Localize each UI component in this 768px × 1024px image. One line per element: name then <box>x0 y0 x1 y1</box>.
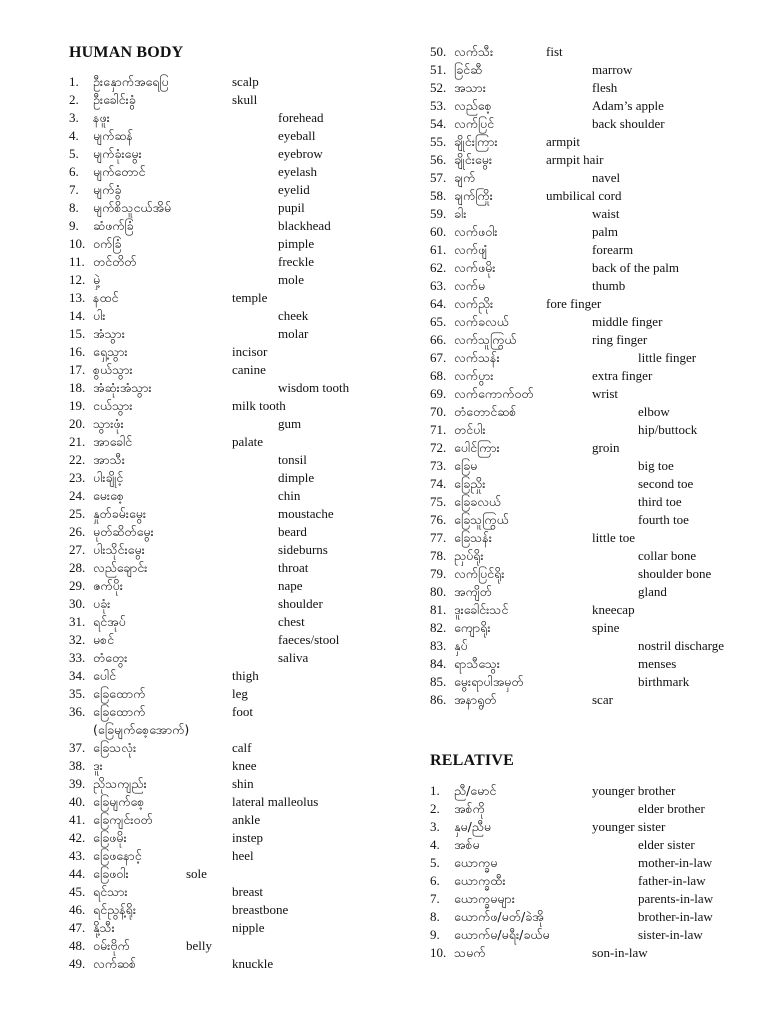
item-number: 48. <box>69 938 86 953</box>
burmese-term: ရင်သား <box>93 884 128 899</box>
english-term: belly <box>186 938 212 953</box>
english-term: menses <box>638 656 677 671</box>
english-term: elder brother <box>638 801 705 816</box>
english-term: breast <box>232 884 264 899</box>
english-term: waist <box>592 206 620 221</box>
burmese-term: အနာရွတ် <box>454 692 497 707</box>
burmese-term: ပေါင်ကြား <box>454 440 500 455</box>
item-number: 30. <box>69 596 86 611</box>
english-term: dimple <box>278 470 315 485</box>
burmese-term: တင်ပါး <box>454 422 486 437</box>
english-term: wisdom tooth <box>278 380 350 395</box>
burmese-term: ချက်ကြိုး <box>454 188 493 203</box>
item-number: 42. <box>69 830 86 845</box>
burmese-term: လက်ခလယ် <box>454 314 509 329</box>
english-term: heel <box>232 848 254 863</box>
item-number: 40. <box>69 794 86 809</box>
item-number: 74. <box>430 476 447 491</box>
english-term: navel <box>592 170 621 185</box>
item-number: 52. <box>430 80 447 95</box>
item-number: 66. <box>430 332 447 347</box>
item-number: 8. <box>69 200 79 215</box>
item-number: 19. <box>69 398 86 413</box>
english-term: cheek <box>278 308 309 323</box>
item-number: 61. <box>430 242 447 257</box>
item-number: 54. <box>430 116 447 131</box>
english-term: forearm <box>592 242 634 257</box>
item-number: 9. <box>430 927 440 942</box>
burmese-term: ခြေမျက်စေ့ <box>93 794 145 809</box>
english-term: collar bone <box>638 548 697 563</box>
burmese-term: ခြေဖနောင့် <box>93 848 142 863</box>
english-term: calf <box>232 740 252 755</box>
english-term: armpit <box>546 134 580 149</box>
burmese-term: လက်ပွား <box>454 368 494 383</box>
burmese-term: တံတွေး <box>93 650 128 665</box>
item-number: 80. <box>430 584 447 599</box>
item-number: 32. <box>69 632 86 647</box>
item-number: 5. <box>430 855 440 870</box>
item-number: 58. <box>430 188 447 203</box>
burmese-term: အံဆုံးအံသွား <box>93 380 152 395</box>
item-number: 12. <box>69 272 86 287</box>
english-term: palm <box>592 224 618 239</box>
burmese-term: ဦးခေါင်းခွံ <box>93 92 136 107</box>
english-term: fist <box>546 44 563 59</box>
burmese-term: လည်စေ့ <box>454 98 492 113</box>
english-term: eyebrow <box>278 146 323 161</box>
burmese-term: လက်ပြင် <box>454 116 495 131</box>
item-number: 28. <box>69 560 86 575</box>
english-term: leg <box>232 686 248 701</box>
english-term: molar <box>278 326 309 341</box>
burmese-term: ခြေမ <box>454 458 478 473</box>
burmese-term: မေးစေ့ <box>93 488 124 503</box>
item-number: 29. <box>69 578 86 593</box>
english-term: pimple <box>278 236 315 251</box>
burmese-term: ရင်ညွန့်ရိုး <box>93 902 137 917</box>
english-term: Adam’s apple <box>592 98 664 113</box>
english-term: groin <box>592 440 620 455</box>
burmese-term: ကျောရိုး <box>454 620 491 635</box>
burmese-term: ခြေသူကြွယ် <box>454 512 509 527</box>
english-term: wrist <box>592 386 618 401</box>
item-number: 3. <box>69 110 79 125</box>
english-term: tonsil <box>278 452 307 467</box>
burmese-term: နို့သီး <box>93 920 115 935</box>
item-number: 23. <box>69 470 86 485</box>
burmese-term: ငယ်သွား <box>93 398 133 413</box>
english-term: faeces/stool <box>278 632 340 647</box>
item-number: 6. <box>430 873 440 888</box>
item-number: 14. <box>69 308 86 323</box>
english-term: sister-in-law <box>638 927 703 942</box>
burmese-term: အကျိတ် <box>454 584 492 599</box>
item-number: 68. <box>430 368 447 383</box>
english-term: eyelid <box>278 182 310 197</box>
burmese-term: လက်ဆစ် <box>93 956 137 971</box>
english-term: forehead <box>278 110 324 125</box>
english-term: temple <box>232 290 268 305</box>
item-number: 56. <box>430 152 447 167</box>
english-term: shoulder bone <box>638 566 712 581</box>
burmese-term: အံသွား <box>93 326 125 341</box>
item-number: 76. <box>430 512 447 527</box>
burmese-term: ချက် <box>454 170 476 185</box>
item-number: 77. <box>430 530 447 545</box>
item-number: 45. <box>69 884 86 899</box>
burmese-term: မှဲ့ <box>93 272 101 287</box>
item-number: 1. <box>69 74 79 89</box>
item-number: 79. <box>430 566 447 581</box>
english-term: brother-in-law <box>638 909 713 924</box>
english-term: mole <box>278 272 304 287</box>
item-number: 64. <box>430 296 447 311</box>
burmese-term: ဒူး <box>93 758 103 773</box>
item-number: 5. <box>69 146 79 161</box>
english-term: gum <box>278 416 302 431</box>
burmese-term: ပေါင် <box>93 668 117 683</box>
item-number: 7. <box>430 891 440 906</box>
burmese-term: ယောက္ခမ <box>454 855 498 870</box>
burmese-term: ဆံဖက်ခြံ <box>93 218 134 233</box>
english-term: beard <box>278 524 307 539</box>
english-term: sole <box>186 866 207 881</box>
burmese-term: ချိုင်းကြား <box>454 134 498 149</box>
item-number: 67. <box>430 350 447 365</box>
burmese-term: ခြေသလုံး <box>93 740 137 755</box>
burmese-term: မျက်ဆန် <box>93 128 133 143</box>
burmese-term: လက်ဖျံ <box>454 242 488 257</box>
english-term: younger brother <box>592 783 676 798</box>
burmese-term: ခြေကျင်းဝတ် <box>93 812 153 827</box>
english-term: fourth toe <box>638 512 689 527</box>
burmese-term: ဝမ်းဗိုက် <box>93 938 130 953</box>
english-term: kneecap <box>592 602 635 617</box>
english-term: eyeball <box>278 128 316 143</box>
english-term: chest <box>278 614 305 629</box>
english-term: gland <box>638 584 667 599</box>
item-number: 70. <box>430 404 447 419</box>
item-number: 51. <box>430 62 447 77</box>
burmese-term: ယောက်ဖ/မတ်/ခဲအို <box>454 909 544 924</box>
burmese-term: လက်သန်း <box>454 350 500 365</box>
english-term: elder sister <box>638 837 695 852</box>
item-number: 44. <box>69 866 86 881</box>
english-term: son-in-law <box>592 945 648 960</box>
english-term: parents-in-law <box>638 891 714 906</box>
item-number: 26. <box>69 524 86 539</box>
burmese-term: ဦးနှောက်အရေပြ <box>93 74 169 89</box>
burmese-term: ပခုံး <box>93 596 111 611</box>
english-term: thigh <box>232 668 259 683</box>
item-number: 78. <box>430 548 447 563</box>
item-number: 25. <box>69 506 86 521</box>
english-term: shoulder <box>278 596 323 611</box>
burmese-term: မျက်စိသူငယ်အိမ် <box>93 200 172 215</box>
item-number: 71. <box>430 422 447 437</box>
burmese-term: လည်ချောင်း <box>93 560 148 575</box>
item-number: 46. <box>69 902 86 917</box>
english-term: eyelash <box>278 164 317 179</box>
item-number: 22. <box>69 452 86 467</box>
item-number: 53. <box>430 98 447 113</box>
item-number: 84. <box>430 656 447 671</box>
item-number: 18. <box>69 380 86 395</box>
item-number: 20. <box>69 416 86 431</box>
item-number: 24. <box>69 488 86 503</box>
burmese-term: ပါး <box>93 308 106 323</box>
english-term: umbilical cord <box>546 188 622 203</box>
item-number: 39. <box>69 776 86 791</box>
burmese-term: အစ်ကို <box>454 801 485 816</box>
item-number: 6. <box>69 164 79 179</box>
burmese-term: ယောက္ခထီး <box>454 873 506 888</box>
burmese-term: နဖူး <box>93 110 110 125</box>
item-number: 2. <box>430 801 440 816</box>
burmese-term: မစင် <box>93 632 115 647</box>
english-term: nipple <box>232 920 265 935</box>
item-number: 31. <box>69 614 86 629</box>
english-term: third toe <box>638 494 682 509</box>
item-number: 81. <box>430 602 447 617</box>
burmese-term: ရင်အုပ် <box>93 614 126 629</box>
burmese-term: သွားဖုံး <box>93 416 124 431</box>
english-term: skull <box>232 92 258 107</box>
english-term: back shoulder <box>592 116 665 131</box>
english-term: milk tooth <box>232 398 286 413</box>
english-term: ring finger <box>592 332 648 347</box>
english-term: nostril discharge <box>638 638 725 653</box>
english-term: big toe <box>638 458 674 473</box>
burmese-term: လက်ကောက်ဝတ် <box>454 386 534 401</box>
item-number: 60. <box>430 224 447 239</box>
english-term: canine <box>232 362 266 377</box>
item-number: 69. <box>430 386 447 401</box>
item-number: 65. <box>430 314 447 329</box>
item-number: 4. <box>430 837 440 852</box>
english-term: saliva <box>278 650 309 665</box>
english-term: hip/buttock <box>638 422 698 437</box>
burmese-term: စွယ်သွား <box>93 362 133 377</box>
item-number: 13. <box>69 290 86 305</box>
english-term: armpit hair <box>546 152 604 167</box>
burmese-term: ခြေဖဝါး <box>93 866 129 881</box>
english-term: younger sister <box>592 819 666 834</box>
item-number: 7. <box>69 182 79 197</box>
english-term: fore finger <box>546 296 602 311</box>
burmese-term: ပါးသိုင်းမွေး <box>93 542 145 557</box>
item-number: 35. <box>69 686 86 701</box>
item-number: 50. <box>430 44 447 59</box>
item-number: 36. <box>69 704 86 719</box>
burmese-term: လက်မ <box>454 278 486 293</box>
item-number: 8. <box>430 909 440 924</box>
item-number: 75. <box>430 494 447 509</box>
item-number: 3. <box>430 819 440 834</box>
burmese-term: မွေးရာပါအမှတ် <box>454 674 524 689</box>
burmese-term: ယောက်မ/မရီး/ခယ်မ <box>454 927 550 942</box>
item-number: 1. <box>430 783 440 798</box>
item-number: 85. <box>430 674 447 689</box>
english-term: extra finger <box>592 368 653 383</box>
english-term: chin <box>278 488 301 503</box>
item-number: 34. <box>69 668 86 683</box>
burmese-term: လက်ဖမိုး <box>454 260 496 275</box>
english-term: marrow <box>592 62 633 77</box>
item-number: 82. <box>430 620 447 635</box>
burmese-term: ခြေဖမိုး <box>93 830 127 845</box>
burmese-term: အာသီး <box>93 452 125 467</box>
burmese-term: ခြေသန်း <box>454 530 492 545</box>
item-number: 86. <box>430 692 447 707</box>
burmese-term: ဒူးခေါင်းသင် <box>454 602 509 617</box>
item-number: 43. <box>69 848 86 863</box>
human-body-title: HUMAN BODY <box>69 44 184 61</box>
item-number: 15. <box>69 326 86 341</box>
item-number: 9. <box>69 218 79 233</box>
burmese-term: ညိုသကျည်း <box>93 776 147 791</box>
burmese-term: လက်ပြင်ရိုး <box>454 566 505 581</box>
burmese-term: မျက်ခွံ <box>93 182 122 197</box>
burmese-term: ရှေ့သွား <box>93 344 128 359</box>
burmese-term: နထင် <box>93 290 119 305</box>
burmese-term: နှပ် <box>454 638 468 653</box>
english-term: pupil <box>278 200 305 215</box>
english-term: flesh <box>592 80 618 95</box>
english-term: birthmark <box>638 674 690 689</box>
english-term: foot <box>232 704 253 719</box>
item-number: 55. <box>430 134 447 149</box>
english-term: throat <box>278 560 309 575</box>
item-number: 57. <box>430 170 447 185</box>
item-number: 21. <box>69 434 86 449</box>
item-number: 37. <box>69 740 86 755</box>
item-number: 41. <box>69 812 86 827</box>
burmese-term: လက်ဖဝါး <box>454 224 498 239</box>
english-term: lateral malleolus <box>232 794 319 809</box>
burmese-term: မျက်တောင် <box>93 164 146 179</box>
item-number: 47. <box>69 920 86 935</box>
english-term: second toe <box>638 476 694 491</box>
english-term: mother-in-law <box>638 855 713 870</box>
item-number: 11. <box>69 254 85 269</box>
relative-title: RELATIVE <box>430 752 514 769</box>
item-number: 73. <box>430 458 447 473</box>
burmese-term: ခြေထောက် <box>93 704 146 719</box>
english-term: back of the palm <box>592 260 679 275</box>
item-number: 17. <box>69 362 86 377</box>
burmese-term: ဝက်ခြံ <box>93 236 122 251</box>
item-number: 2. <box>69 92 79 107</box>
burmese-term: ခါး <box>454 206 467 221</box>
english-term: freckle <box>278 254 315 269</box>
burmese-term: ဇက်ပိုး <box>93 578 123 593</box>
english-term: ankle <box>232 812 261 827</box>
item-number: 4. <box>69 128 79 143</box>
english-term: sideburns <box>278 542 328 557</box>
burmese-term: သမက် <box>454 945 486 960</box>
english-term: little finger <box>638 350 697 365</box>
burmese-term: ခြေထောက် <box>93 686 146 701</box>
burmese-term: အသား <box>454 80 486 95</box>
burmese-term: နှုတ်ခမ်းမွေး <box>93 506 147 521</box>
burmese-term: မုတ်ဆိတ်မွေး <box>93 524 154 539</box>
english-term: scar <box>592 692 613 707</box>
item-number: 10. <box>430 945 447 960</box>
english-term: shin <box>232 776 254 791</box>
english-term: nape <box>278 578 303 593</box>
burmese-term: အာခေါင် <box>93 434 133 449</box>
item-number: 49. <box>69 956 86 971</box>
item-number: 33. <box>69 650 86 665</box>
burmese-term: ရာသီသွေး <box>454 656 500 671</box>
english-term: knee <box>232 758 257 773</box>
burmese-term: မျက်ခုံးမွေး <box>93 146 142 161</box>
item-number: 83. <box>430 638 447 653</box>
burmese-term: အစ်မ <box>454 837 480 852</box>
item-number: 63. <box>430 278 447 293</box>
english-term: knuckle <box>232 956 274 971</box>
burmese-term: လက်သီး <box>454 44 494 59</box>
burmese-term: နှမ/ညီမ <box>454 819 492 834</box>
burmese-term: ပါးချိုင့် <box>93 470 124 485</box>
burmese-term: (ခြေမျက်စေ့အောက်) <box>93 722 190 737</box>
item-number: 72. <box>430 440 447 455</box>
english-term: blackhead <box>278 218 331 233</box>
item-number: 59. <box>430 206 447 221</box>
english-term: elbow <box>638 404 670 419</box>
item-number: 62. <box>430 260 447 275</box>
english-term: moustache <box>278 506 334 521</box>
burmese-term: တင်တိတ် <box>93 254 137 269</box>
english-term: instep <box>232 830 264 845</box>
english-term: father-in-law <box>638 873 706 888</box>
english-term: breastbone <box>232 902 289 917</box>
english-term: little toe <box>592 530 635 545</box>
item-number: 27. <box>69 542 86 557</box>
burmese-term: ခြေခလယ် <box>454 494 502 509</box>
english-term: middle finger <box>592 314 663 329</box>
english-term: spine <box>592 620 620 635</box>
burmese-term: တံတောင်ဆစ် <box>454 404 517 419</box>
burmese-term: ယောက္ခမများ <box>454 891 515 906</box>
burmese-term: လက်သူကြွယ် <box>454 332 517 347</box>
burmese-term: ညှပ်ရိုး <box>454 548 484 563</box>
item-number: 38. <box>69 758 86 773</box>
burmese-term: ခြေညှိုး <box>454 476 486 491</box>
english-term: palate <box>232 434 264 449</box>
item-number: 16. <box>69 344 86 359</box>
english-term: thumb <box>592 278 626 293</box>
english-term: incisor <box>232 344 268 359</box>
burmese-term: ချိုင်းမွေး <box>454 152 493 167</box>
burmese-term: ညီ/မောင် <box>454 783 497 798</box>
item-number: 10. <box>69 236 86 251</box>
english-term: scalp <box>232 74 259 89</box>
burmese-term: လက်ညိုး <box>454 296 494 311</box>
burmese-term: ခြင်ဆီ <box>454 62 483 77</box>
